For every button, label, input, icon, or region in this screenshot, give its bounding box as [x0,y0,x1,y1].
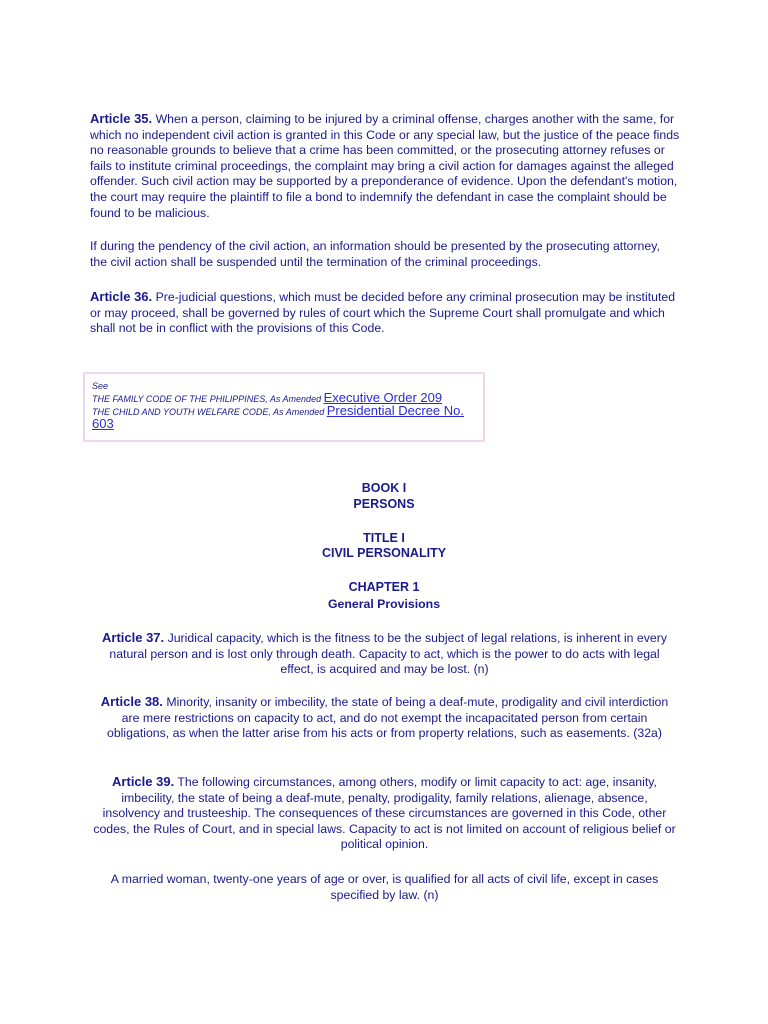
article-39-label: Article 39. [112,774,175,789]
article-38-text: Minority, insanity or imbecility, the state of being a deaf-mute, prodigality and civil interdiction are mere restrictions on capacity to act, and do not exempt the incapacitated person from certain obligations, as when the latter arise from his acts or from property relations, such as easements. (32a) [107,695,669,741]
title-heading: TITLE I [363,531,405,545]
chapter-heading: CHAPTER 1 [348,580,420,594]
article-37-label: Article 37. [102,630,165,645]
child-code-line [92,405,477,431]
article-36-label: Article 36. [90,289,153,304]
book-title-heading: PERSONS [353,497,415,511]
article-35-text: When a person, claiming to be injured by a criminal offense, charges another with the same, for which no independent civil action is granted in this Code or any special law, but the justice of the peace finds no reasonable grounds to believe that a crime has been committed, or the prosecuting attorney refuses or fails to institute criminal proceedings, the complaint may bring a civil action for damages against the alleged offender. Such civil action may be supported by a preponderance of evidence. Upon the defendant's motion, the court may require the plaintiff to file a bond to indemnify the defendant in case the complaint should be found to be malicious. [90,112,680,220]
article-38-paragraph [92,694,677,742]
article-35-second-paragraph: If during the pendency of the civil action, an information should be presented by the prosecuting attorney, the civil action shall be suspended until the termination of the criminal proceedings. [90,239,660,269]
article-39-paragraph [92,774,677,853]
article-35-paragraph [90,111,680,221]
child-code-text: THE CHILD AND YOUTH WELFARE CODE, As Amended [92,407,327,417]
family-code-text: THE FAMILY CODE OF THE PHILIPPINES, As Amended [92,394,324,404]
chapter-name-heading: General Provisions [327,597,441,611]
article-39-text: The following circumstances, among others, modify or limit capacity to act: age, insanity, imbecility, the state of being a deaf-mute, penalty, prodigality, family relations, alienage, absence, insolvency and trusteeship. The consequences of these circumstances are governed in this Code, other codes, the Rules of Court, and in special laws. Capacity to act is not limited on account of religious belief or political opinion. [93,775,676,852]
article-39-second-paragraph: A married woman, twenty-one years of age or over, is qualified for all acts of civil life, except in cases specified by law. (n) [110,872,659,902]
see-also-box [83,372,485,442]
article-35-label: Article 35. [90,111,153,126]
article-37-text: Juridical capacity, which is the fitness to be the subject of legal relations, is inherent in every natural person and is lost only through death. Capacity to act, which is the power to do acts with legal effect, is acquired and may be lost. (n) [109,631,667,677]
article-36-paragraph [90,289,680,337]
article-38-label: Article 38. [100,694,163,709]
article-36-text: Pre-judicial questions, which must be decided before any criminal prosecution may be instituted or may proceed, shall be governed by rules of court which the Supreme Court shall promulgate and which shall not be in conflict with the provisions of this Code. [90,290,676,336]
presidential-decree-603-link[interactable]: Presidential Decree No. 603 [92,403,465,431]
article-37-paragraph [92,630,677,678]
see-label: See [92,381,109,391]
title-name-heading: CIVIL PERSONALITY [321,546,447,560]
book-heading: BOOK I [361,481,407,495]
executive-order-209-link[interactable]: Executive Order 209 [323,390,443,405]
